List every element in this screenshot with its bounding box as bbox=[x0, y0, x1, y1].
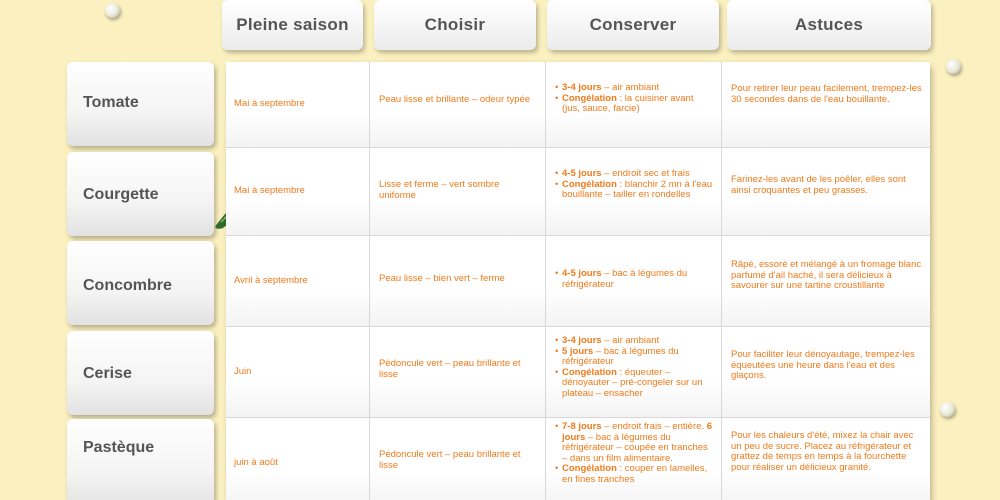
tips-cell bbox=[721, 418, 930, 500]
keep-cell bbox=[545, 236, 721, 326]
choose-text: Pédoncule vert – peau brillante et lisse bbox=[379, 449, 521, 471]
keep-cell bbox=[545, 62, 721, 147]
season-cell bbox=[226, 327, 369, 417]
row-label-tomato bbox=[67, 62, 214, 146]
tips-text: Pour retirer leur peau facilement, trempez-les 30 secondes dans de l'eau bouillante. bbox=[731, 83, 922, 105]
header-choose: Choisir bbox=[374, 0, 536, 50]
table-row bbox=[226, 327, 930, 418]
keep-item: • 4-5 jours – endroit sec et frais bbox=[555, 169, 713, 180]
choose-text: Pédoncule vert – peau brillante et lisse bbox=[379, 358, 521, 380]
season-text: Juin bbox=[234, 365, 252, 377]
row-label-cucumber bbox=[67, 241, 214, 325]
keep-item: • Congélation : couper en lamelles, en fines tranches bbox=[555, 464, 713, 485]
season-cell bbox=[226, 148, 369, 235]
season-cell bbox=[226, 62, 369, 147]
row-label-text: Tomate bbox=[83, 94, 139, 111]
table-row bbox=[226, 148, 930, 236]
choose-cell bbox=[369, 236, 545, 326]
tips-text: Râpé, essoré et mélangé à un fromage blanc parfumé d'ail haché, il sera délicieux à savourer sur une tartine croustillante bbox=[731, 259, 922, 291]
row-label-watermelon bbox=[67, 419, 214, 500]
keep-item: • 7-8 jours – endroit frais – entière. 6 jours – bac à légumes du réfrigérateur – coupée en tranches – dans un film alimentaire. bbox=[555, 422, 713, 464]
tips-text: Pour faciliter leur dénoyautage, trempez-les équeutées une heure dans l'eau et des glaçons. bbox=[731, 349, 915, 381]
season-cell bbox=[226, 236, 369, 326]
keep-item: • Congélation : équeuter – dénoyauter – pré-congeler sur un plateau – ensacher bbox=[555, 368, 713, 400]
row-label-text: Pastèque bbox=[83, 439, 155, 456]
season-cell bbox=[226, 418, 369, 500]
tips-cell bbox=[721, 62, 930, 147]
tips-text: Pour les chaleurs d'été, mixez la chair avec un peu de sucre. Placez au réfrigérateur et grattez de temps en temps à la fourchette pour réaliser un délicieux granité. bbox=[731, 430, 914, 473]
keep-item: • 5 jours – bac à légumes du réfrigérateur bbox=[555, 347, 713, 368]
keep-item: • Congélation : blanchir 2 mn à l'eau bouillante – tailler en rondelles bbox=[555, 180, 713, 201]
keep-cell bbox=[545, 327, 721, 417]
header-tips: Astuces bbox=[727, 0, 931, 50]
row-label-text: Courgette bbox=[83, 186, 159, 203]
header-season: Pleine saison bbox=[222, 0, 363, 50]
row-label-cherry bbox=[67, 331, 214, 415]
header-keep: Conserver bbox=[547, 0, 719, 50]
keep-item: • 3-4 jours – air ambiant bbox=[555, 83, 713, 94]
row-label-text: Concombre bbox=[83, 277, 172, 294]
keep-item: • 4-5 jours – bac à légumes du réfrigérateur bbox=[555, 269, 713, 290]
season-text: juin à août bbox=[234, 456, 278, 468]
season-text: Mai à septembre bbox=[234, 185, 305, 197]
table-row bbox=[226, 62, 930, 148]
tips-cell bbox=[721, 236, 930, 326]
keep-cell bbox=[545, 418, 721, 500]
choose-text: Peau lisse – bien vert – ferme bbox=[379, 273, 505, 284]
season-text: Mai à septembre bbox=[234, 98, 305, 110]
pin-decoration bbox=[946, 59, 961, 74]
tips-text: Farinez-les avant de les poêler, elles sont ainsi croquantes et peu grasses. bbox=[731, 174, 906, 196]
season-text: Avril à septembre bbox=[234, 274, 308, 286]
pin-decoration bbox=[105, 3, 120, 18]
pin-decoration bbox=[940, 402, 955, 417]
keep-cell bbox=[545, 148, 721, 235]
row-label-text: Cerise bbox=[83, 365, 132, 382]
table-row bbox=[226, 236, 930, 327]
tips-cell bbox=[721, 148, 930, 235]
choose-cell bbox=[369, 148, 545, 235]
table-row bbox=[226, 418, 930, 500]
keep-item: • Congélation : la cuisiner avant (jus, sauce, farcie) bbox=[555, 94, 713, 115]
choose-cell bbox=[369, 62, 545, 147]
keep-item: • 3-4 jours – air ambiant bbox=[555, 336, 713, 347]
choose-text: Lisse et ferme – vert sombre uniforme bbox=[379, 179, 500, 201]
tips-cell bbox=[721, 327, 930, 417]
choose-cell bbox=[369, 327, 545, 417]
choose-cell bbox=[369, 418, 545, 500]
row-label-zucchini bbox=[67, 152, 214, 236]
choose-text: Peau lisse et brillante – odeur typée bbox=[379, 94, 531, 105]
